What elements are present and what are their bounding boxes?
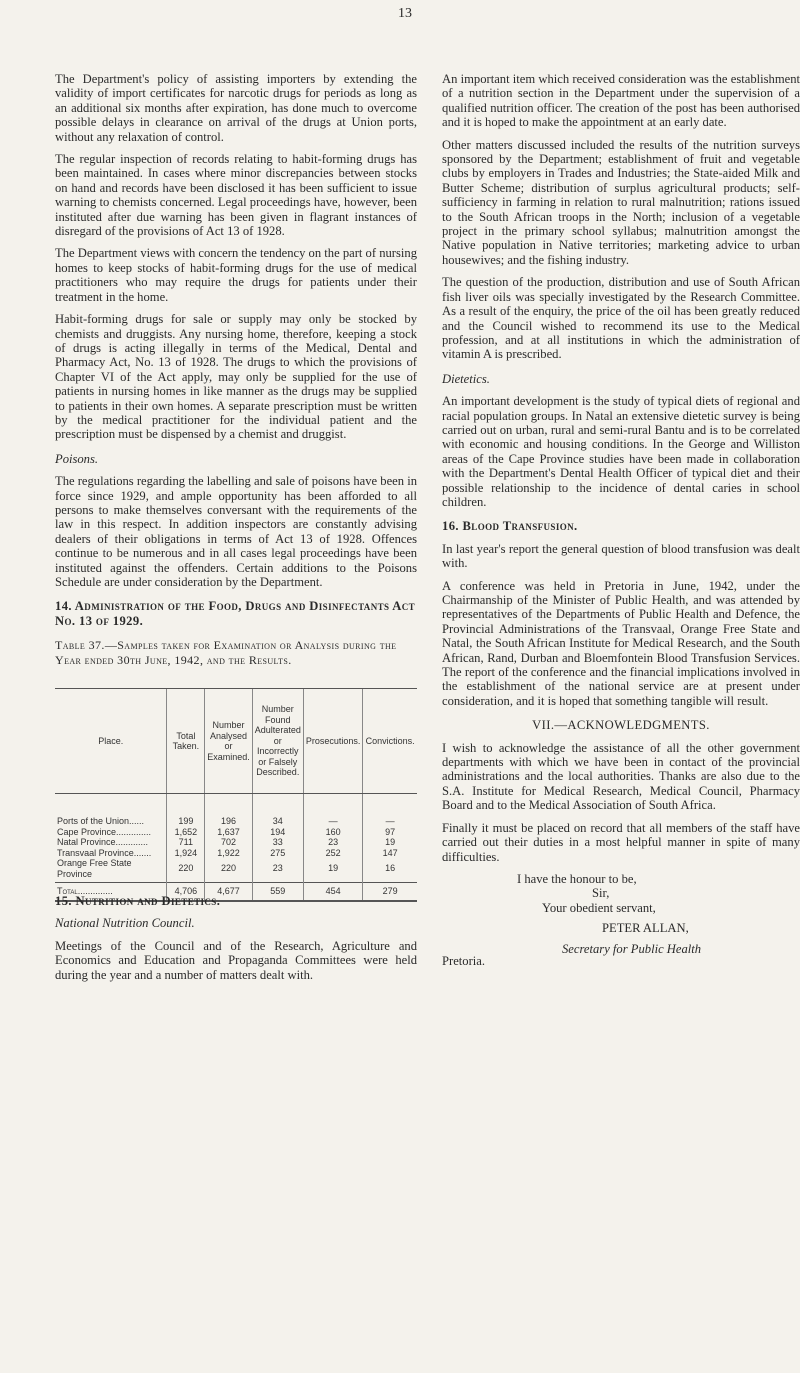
cell: 1,924 (167, 848, 205, 859)
cell: 199 (167, 794, 205, 827)
table-row (55, 794, 417, 827)
table-row (55, 837, 417, 848)
table-row (55, 827, 417, 838)
cell: 33 (252, 837, 303, 848)
cell: 702 (205, 837, 253, 848)
page-number: 13 (398, 6, 412, 21)
section-16-heading: 16. Blood Transfusion. (442, 519, 578, 534)
left-column (55, 72, 417, 667)
paragraph: The Department views with concern the tendency on the part of nursing homes to keep stocks of habit-forming drugs for the use of medical practitioners who may require the drugs for patients under their treatment in the home. (55, 246, 417, 304)
paragraph: An important development is the study of typical diets of regional and racial population groups. In Natal an extensive dietetic survey is being carried out on urban, rural and semi-rural Bantu and is to be correlated with economic and housing conditions. In the George and Williston areas of the Cape Province studies have been made in collaboration with the Department's Dental Health Officer of typical diet and their possible relationship to the incidence of dental caries in school children. (442, 394, 800, 509)
cell: Natal Province............. (57, 837, 149, 847)
header-analysed: Number Analysed or Examined. (205, 689, 253, 794)
paragraph: Other matters discussed included the results of the nutrition surveys sponsored by the Department; establishment of fruit and vegetable clubs by employers in Trades and Industries; the State-aided Milk and Butter Scheme; distribution of surplus agricultural products; self-sufficiency in farming in relation to rural malnutrition; rations issued to the South African troops in the North; inclusion of a vegetable project in the primary school syllabus; malnutrition amongst the Native population in Native territories; marketing advice to urban housewives; and the fishing industry. (442, 137, 800, 267)
section-15 (55, 894, 417, 990)
cell: 1,922 (205, 848, 253, 859)
cell: 23 (303, 837, 363, 848)
cell: 4,677 (205, 883, 253, 901)
cell: 711 (167, 837, 205, 848)
header-total: Total Taken. (167, 689, 205, 794)
cell: — (363, 794, 417, 827)
cell: Transvaal Province....... (57, 847, 152, 858)
closing-line: Sir, (592, 886, 610, 901)
cell: Cape Province.............. (57, 826, 152, 837)
closing-line: Your obedient servant, (542, 900, 656, 915)
section-15-heading: 15. Nutrition and Dietetics. (55, 894, 221, 908)
header-convictions: Convictions. (363, 689, 417, 794)
cell: 19 (303, 858, 363, 883)
cell: 1,652 (167, 827, 205, 838)
cell: 23 (252, 858, 303, 883)
cell: 97 (363, 827, 417, 838)
paragraph: Meetings of the Council and of the Research, Agriculture and Economics and Education and Propaganda Committees were held during the year and a number of matters dealt with. (55, 938, 417, 982)
signatory-title: Secretary for Public Health (562, 941, 702, 956)
paragraph: A conference was held in Pretoria in June, 1942, under the Chairmanship of the Minister of Public Health, and was attended by representatives of the Departments of Public Health and Defence, the Provincial Administrations of the Transvaal, Orange Free State and Natal, the South African Institute for Medical Research, and the South African, Rand, Durban and Bloemfontein Blood Transfusion Services. The report of the conference and the financial implications involved in the establishment of the national service are at present under consideration, and it is hoped that something tangible will result. (442, 578, 800, 708)
paragraph: The Department's policy of assisting importers by extending the validity of import certificates for narcotic drugs for periods as long as an additional six months after expiration, has done much to overcome possible delays in clearance on arrival of the drugs at Union ports, without any relaxation of control. (55, 72, 417, 144)
table-row (55, 848, 417, 859)
cell: 16 (363, 858, 417, 883)
cell: 160 (303, 827, 363, 838)
signatory-name: PETER ALLAN, (602, 921, 689, 936)
council-subheading: National Nutrition Council. (55, 916, 195, 931)
results-table (55, 688, 417, 902)
cell: 4,706 (167, 883, 205, 901)
place-name: Pretoria. (442, 953, 486, 968)
cell: 275 (252, 848, 303, 859)
paragraph: Habit-forming drugs for sale or supply may only be stocked by chemists and druggists. Any nursing home, therefore, keeping a stock of drugs is acting illegally in terms of the Medical, Dental and Pharmacy Act, No. 13 of 1928. The drugs to which the provisions of Chapter VI of the Act apply, may only be supplied for the use of patients in nursing homes in like manner as the drugs may be supplied to patients in their own homes. A separate prescription must be written by the medical practitioner for the individual patient and the prescription must be dispensed by a chemist and druggist. (55, 312, 417, 442)
dietetics-heading: Dietetics. (442, 371, 490, 386)
header-prosecutions: Prosecutions. (303, 689, 363, 794)
paragraph: An important item which received consideration was the establishment of a nutrition section in the Department under the supervision of a qualified nutrition officer. The creation of the post has been authorised and it is hoped to make the appointment at an early date. (442, 72, 800, 130)
cell: 196 (205, 794, 253, 827)
poisons-heading: Poisons. (55, 451, 99, 466)
header-place: Place. (55, 689, 167, 794)
header-adulterated: Number Found Adulterated or Incorrectly or Falsely Described. (252, 689, 303, 794)
cell: — (303, 794, 363, 827)
closing-line: I have the honour to be, (517, 871, 637, 886)
cell: Orange Free State Province (57, 858, 132, 879)
cell: 220 (205, 858, 253, 883)
right-column (442, 72, 800, 968)
section-14-heading: 14. Administration of the Food, Drugs and Disinfectants Act No. 13 of 1929. (55, 599, 416, 628)
paragraph: Finally it must be placed on record that all members of the staff have carried out their duties in a most helpful manner in spite of many difficulties. (442, 820, 800, 864)
section-7-heading: VII.—ACKNOWLEDGMENTS. (532, 718, 710, 733)
table-header-row (55, 689, 417, 794)
table-caption: Table 37.—Samples taken for Examination or Analysis during the Year ended 30th June, 1942, and the Results. (55, 638, 397, 667)
cell: 1,637 (205, 827, 253, 838)
cell: 252 (303, 848, 363, 859)
cell: Total.............. (55, 883, 167, 901)
paragraph: The regulations regarding the labelling and sale of poisons have been in force since 1929, and ample opportunity has been afforded to all persons to make themselves conversant with the requirements of the law in this respect. In addition inspectors are constantly advising dealers of their obligations in terms of Act 13 of 1928. Offences continue to be numerous and in all cases legal proceedings have been instituted against the offenders. Certain additions to the Poisons Schedule are under consideration by the Department. (55, 474, 417, 589)
cell: 279 (363, 883, 417, 901)
table-row (55, 858, 417, 883)
paragraph: The question of the production, distribution and use of South African fish liver oils was specially investigated by the Research Committee. As a result of the enquiry, the price of the oil has been greatly reduced and the Council wished to recommend its use to the Medical profession, and at all institutions in which the administration of vitamin A is prescribed. (442, 275, 800, 362)
cell: 454 (303, 883, 363, 901)
cell: 194 (252, 827, 303, 838)
cell: 147 (363, 848, 417, 859)
cell: Ports of the Union...... (57, 816, 145, 826)
cell: 19 (363, 837, 417, 848)
paragraph: In last year's report the general question of blood transfusion was dealt with. (442, 541, 800, 571)
cell: 559 (252, 883, 303, 901)
paragraph: The regular inspection of records relating to habit-forming drugs has been maintained. In cases where minor discrepancies between stocks on hand and records have been disclosed it has been sufficient to issue warning to chemists concerned. Legal proceedings have, however, been instituted after due warning has been given in flagrant instances of disregard of the provisions of Act 13 of 1928. (55, 152, 417, 239)
cell: 220 (167, 858, 205, 883)
cell: 34 (252, 794, 303, 827)
paragraph: I wish to acknowledge the assistance of all the other government departments with which we have been in contact of the provincial administrations and the local authorities. Thanks are also due to the S.A. Institute for Medical Research, Medical Council, Pharmacy Board and to the Medical Association of South Africa. (442, 740, 800, 813)
